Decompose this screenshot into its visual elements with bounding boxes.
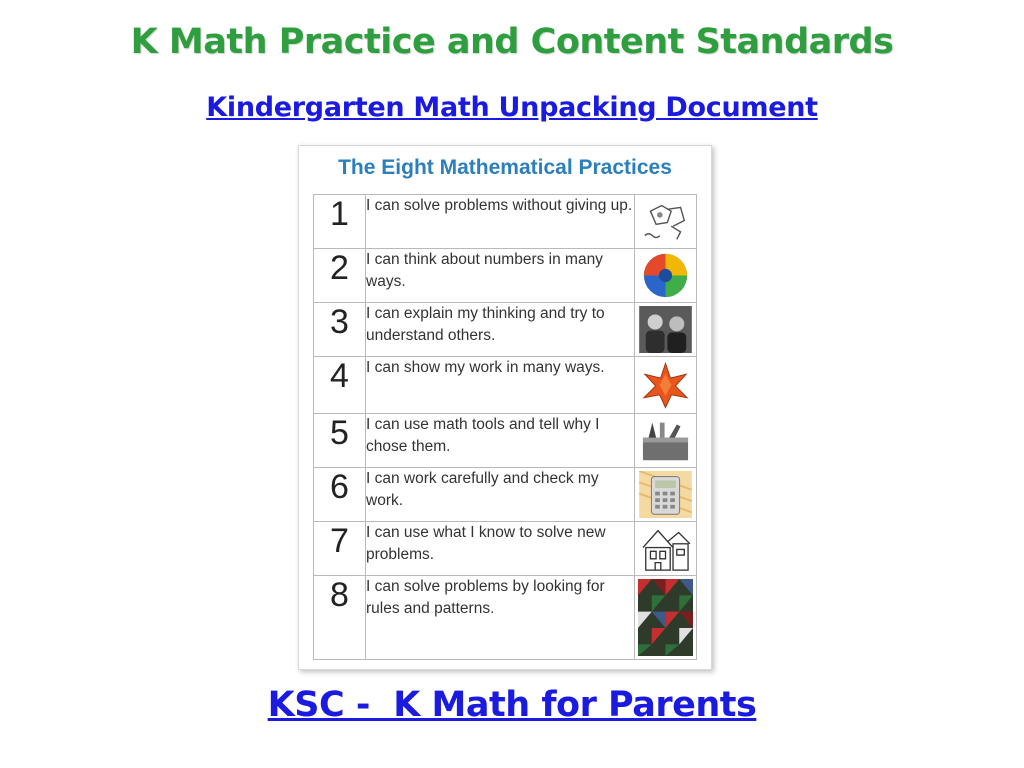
practice-row (314, 522, 697, 576)
star-polyhedron-icon (638, 360, 693, 410)
practice-number: 2 (314, 249, 366, 303)
people-talking-icon (638, 306, 693, 353)
practice-number: 4 (314, 357, 366, 414)
practice-text: I can show my work in many ways. (366, 357, 635, 414)
practice-row (314, 195, 697, 249)
toolbox-icon (638, 417, 693, 464)
practice-number: 8 (314, 576, 366, 660)
practice-number: 6 (314, 468, 366, 522)
practice-row (314, 303, 697, 357)
calculator-icon (638, 471, 693, 518)
house-icon (638, 525, 693, 572)
unpacking-document-link[interactable]: Kindergarten Math Unpacking Document (206, 92, 818, 123)
practice-row (314, 414, 697, 468)
practices-poster (298, 145, 712, 670)
practice-text: I can solve problems without giving up. (366, 195, 635, 249)
practice-text: I can think about numbers in many ways. (366, 249, 635, 303)
practice-row (314, 468, 697, 522)
practice-text: I can use math tools and tell why I chose them. (366, 414, 635, 468)
parents-math-link[interactable]: KSC - K Math for Parents (267, 685, 757, 725)
practice-number: 1 (314, 195, 366, 249)
practice-row (314, 357, 697, 414)
practice-row (314, 249, 697, 303)
poster-title: The Eight Mathematical Practices (338, 156, 672, 179)
practice-text: I can work carefully and check my work. (366, 468, 635, 522)
practice-row (314, 576, 697, 660)
practice-text: I can explain my thinking and try to understand others. (366, 303, 635, 357)
number-ball-icon (638, 252, 693, 299)
practice-number: 3 (314, 303, 366, 357)
practice-number: 5 (314, 414, 366, 468)
practice-number: 7 (314, 522, 366, 576)
practice-text: I can solve problems by looking for rules and patterns. (366, 576, 635, 660)
practices-table (313, 194, 697, 660)
practice-text: I can use what I know to solve new problems. (366, 522, 635, 576)
puzzle-sketch-icon (638, 198, 693, 245)
slide-title: K Math Practice and Content Standards (130, 22, 894, 62)
quilt-pattern-icon (638, 579, 693, 656)
